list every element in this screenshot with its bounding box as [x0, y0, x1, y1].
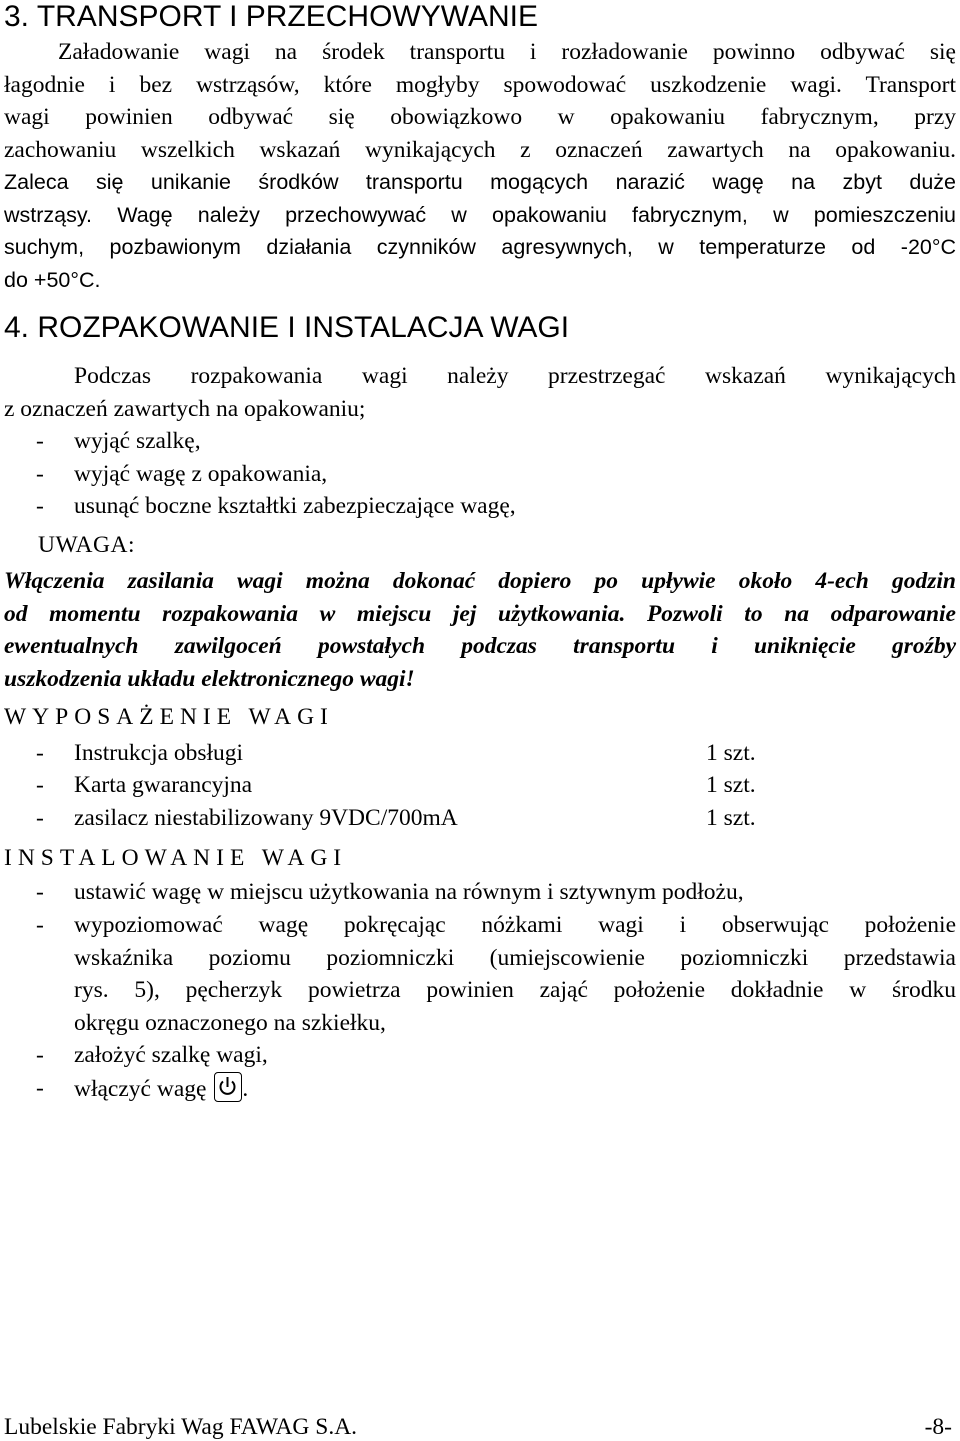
- paragraph-line: suchym, pozbawionym działania czynników agresywnych, w temperaturze od -20°C: [4, 235, 956, 259]
- page-number: -8-: [924, 1414, 952, 1440]
- installation-step-body: [74, 909, 956, 1039]
- list-dash: -: [36, 805, 44, 831]
- equipment-qty: 1 szt.: [706, 740, 756, 766]
- warning-line: uszkodzenia układu elektronicznego wagi!: [4, 665, 415, 692]
- warning-label: UWAGA:: [38, 532, 135, 558]
- list-dash: -: [36, 493, 44, 519]
- paragraph-line: wstrząsy. Wagę należy przechowywać w opakowaniu fabrycznym, w pomieszczeniu: [4, 202, 956, 227]
- step-line: rys. 5), pęcherzyk powietrza powinien zająć położenie dokładnie w środku: [74, 977, 956, 1003]
- installation-step: [36, 909, 956, 1039]
- equipment-name: Karta gwarancyjna: [74, 772, 253, 798]
- paragraph-line: z oznaczeń zawartych na opakowaniu;: [4, 395, 366, 422]
- paragraph-line: łagodnie i bez wstrząsów, które mogłyby spowodować uszkodzenie wagi. Transport: [4, 71, 956, 98]
- equipment-title: WYPOSAŻENIE WAGI: [4, 704, 334, 730]
- installation-title: INSTALOWANIE WAGI: [4, 845, 348, 871]
- equipment-qty: 1 szt.: [706, 772, 756, 798]
- paragraph-line: Załadowanie wagi na środek transportu i rozładowanie powinno odbywać się: [58, 39, 956, 65]
- warning-text: [4, 565, 956, 695]
- paragraph-line: zachowaniu wszelkich wskazań wynikających z oznaczeń zawartych na opakowaniu.: [4, 136, 956, 163]
- footer-company: Lubelskie Fabryki Wag FAWAG S.A.: [4, 1414, 358, 1440]
- step-line: wskaźnika poziomu poziomniczki (umiejscowienie poziomniczki przedstawia: [74, 944, 956, 971]
- list-dash: -: [36, 461, 44, 487]
- section-4-title: 4. ROZPAKOWANIE I INSTALACJA WAGI: [4, 311, 570, 344]
- step-line: wypoziomować wagę pokręcając nóżkami wagi i obserwując położenie: [74, 912, 956, 938]
- list-text: wyjąć szalkę,: [74, 428, 201, 454]
- equipment-name: zasilacz niestabilizowany 9VDC/700mA: [74, 805, 458, 831]
- list-dash: -: [36, 912, 44, 938]
- section-3-title: 3. TRANSPORT I PRZECHOWYWANIE: [4, 0, 538, 33]
- list-text: włączyć wagę .: [74, 1072, 248, 1106]
- list-text: założyć szalkę wagi,: [74, 1042, 268, 1068]
- warning-line: od momentu rozpakowania w miejscu jej użytkowania. Pozwoli to na odparowanie: [4, 600, 956, 627]
- paragraph-line: do +50°C.: [4, 267, 101, 292]
- list-dash: -: [36, 879, 44, 905]
- list-dash: -: [36, 772, 44, 798]
- step-line: okręgu oznaczonego na szkiełku,: [74, 1009, 386, 1036]
- list-text: wyjąć wagę z opakowania,: [74, 461, 328, 487]
- paragraph-line: Podczas rozpakowania wagi należy przestrzegać wskazań wynikających: [74, 363, 956, 389]
- paragraph-line: Zaleca się unikanie środków transportu mogących narazić wagę na zbyt duże: [4, 170, 956, 194]
- paragraph-line: wagi powinien odbywać się obowiązkowo w opakowaniu fabrycznym, przy: [4, 104, 956, 130]
- equipment-qty: 1 szt.: [706, 805, 756, 831]
- equipment-name: Instrukcja obsługi: [74, 740, 244, 766]
- list-text: usunąć boczne kształtki zabezpieczające wagę,: [74, 493, 516, 519]
- list-text: ustawić wagę w miejscu użytkowania na równym i sztywnym podłożu,: [74, 879, 744, 905]
- list-dash: -: [36, 740, 44, 766]
- power-icon: [214, 1072, 242, 1102]
- section-3-paragraph: [4, 36, 956, 296]
- warning-line: Włączenia zasilania wagi można dokonać dopiero po upływie około 4-ech godzin: [4, 568, 956, 594]
- list-dash: -: [36, 1075, 44, 1101]
- list-dash: -: [36, 1042, 44, 1068]
- section-4-intro: [4, 360, 956, 425]
- list-dash: -: [36, 428, 44, 454]
- warning-line: ewentualnych zawilgoceń powstałych podczas transportu i uniknięcie groźby: [4, 633, 956, 659]
